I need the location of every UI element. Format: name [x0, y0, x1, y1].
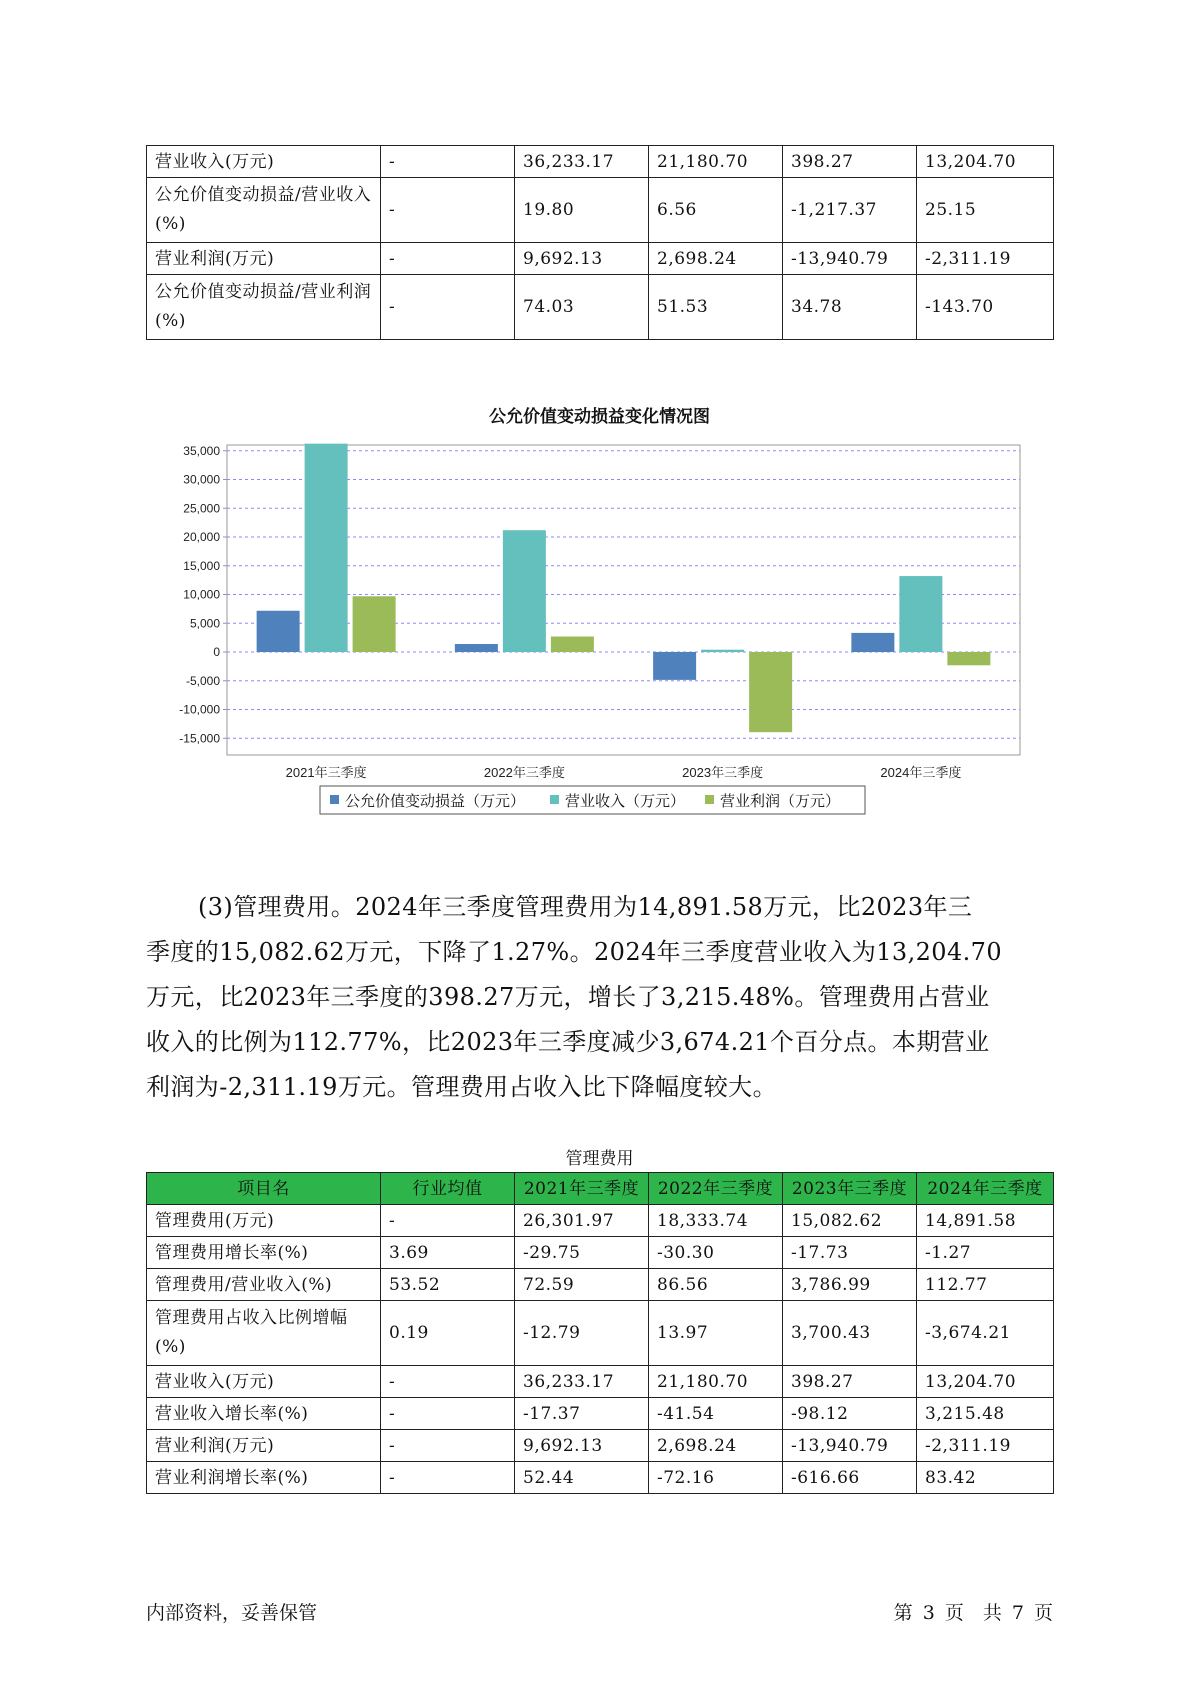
y-tick-label: 25,000: [183, 501, 220, 516]
bar: [455, 644, 498, 652]
legend-swatch: [705, 795, 714, 804]
management-expense-table: [146, 1172, 1054, 1494]
top-data-table: [146, 145, 1054, 340]
table-cell: 51.53: [649, 275, 783, 340]
table-cell: 15,082.62: [783, 1205, 917, 1237]
row-label: 营业利润(万元): [147, 1430, 381, 1462]
analysis-paragraph: [146, 885, 1053, 1110]
table-cell: -2,311.19: [917, 1430, 1054, 1462]
y-tick-label: 30,000: [183, 472, 220, 487]
bar: [353, 596, 396, 652]
table-cell: 21,180.70: [649, 146, 783, 178]
column-header: 2024年三季度: [917, 1173, 1054, 1205]
column-header: 2022年三季度: [649, 1173, 783, 1205]
table-row: [147, 178, 1054, 243]
table-cell: 19.80: [515, 178, 649, 243]
table-cell: 36,233.17: [515, 1366, 649, 1398]
table-cell: 83.42: [917, 1462, 1054, 1494]
table-cell: -: [381, 275, 515, 340]
table-cell: -29.75: [515, 1237, 649, 1269]
table-row: [147, 1205, 1054, 1237]
table-row: [147, 1398, 1054, 1430]
row-label: 营业收入(万元): [147, 1366, 381, 1398]
footer-page-number: 第 3 页 共 7 页: [893, 1602, 1053, 1624]
column-header: 行业均值: [381, 1173, 515, 1205]
table-cell: 36,233.17: [515, 146, 649, 178]
bar: [749, 652, 792, 732]
table-cell: -: [381, 1430, 515, 1462]
table-cell: -1,217.37: [783, 178, 917, 243]
table-cell: -72.16: [649, 1462, 783, 1494]
table-cell: -: [381, 243, 515, 275]
table-row: [147, 1462, 1054, 1494]
table-cell: -: [381, 178, 515, 243]
x-tick-label: 2023年三季度: [682, 765, 764, 780]
table-cell: 2,698.24: [649, 243, 783, 275]
table-cell: -: [381, 1205, 515, 1237]
table-cell: 6.56: [649, 178, 783, 243]
y-tick-label: -15,000: [179, 731, 220, 746]
row-label: 管理费用占收入比例增幅(%): [147, 1301, 381, 1366]
column-header: 项目名: [147, 1173, 381, 1205]
table-cell: 34.78: [783, 275, 917, 340]
bar: [899, 576, 942, 652]
legend-swatch: [330, 795, 339, 804]
y-tick-label: -5,000: [185, 673, 220, 688]
table-cell: 18,333.74: [649, 1205, 783, 1237]
paragraph-line: 利润为-2,311.19万元。管理费用占收入比下降幅度较大。: [146, 1073, 777, 1101]
row-label: 营业收入增长率(%): [147, 1398, 381, 1430]
bar: [947, 652, 990, 665]
x-tick-label: 2022年三季度: [483, 765, 565, 780]
table-cell: -3,674.21: [917, 1301, 1054, 1366]
x-tick-label: 2021年三季度: [285, 765, 367, 780]
table-cell: -616.66: [783, 1462, 917, 1494]
table-cell: 52.44: [515, 1462, 649, 1494]
chart-title: 公允价值变动损益变化情况图: [489, 407, 710, 427]
table-cell: 3,215.48: [917, 1398, 1054, 1430]
table-cell: 13.97: [649, 1301, 783, 1366]
table-cell: 13,204.70: [917, 1366, 1054, 1398]
row-label: 公允价值变动损益/营业利润(%): [147, 275, 381, 340]
paragraph-line: 万元，比2023年三季度的398.27万元，增长了3,215.48%。管理费用占营业: [146, 983, 990, 1011]
table-cell: -98.12: [783, 1398, 917, 1430]
table-cell: -13,940.79: [783, 243, 917, 275]
table-cell: 26,301.97: [515, 1205, 649, 1237]
table-row: [147, 1269, 1054, 1301]
bar: [551, 636, 594, 652]
table-cell: 72.59: [515, 1269, 649, 1301]
legend-label: 公允价值变动损益（万元）: [345, 792, 526, 810]
paragraph-line: 季度的15,082.62万元，下降了1.27%。2024年三季度营业收入为13,204.70: [146, 938, 1003, 966]
table-cell: -12.79: [515, 1301, 649, 1366]
table-cell: 3,700.43: [783, 1301, 917, 1366]
table-cell: -41.54: [649, 1398, 783, 1430]
table-cell: -2,311.19: [917, 243, 1054, 275]
table-cell: -: [381, 1366, 515, 1398]
x-tick-label: 2024年三季度: [880, 765, 962, 780]
table-cell: 21,180.70: [649, 1366, 783, 1398]
table-cell: 3.69: [381, 1237, 515, 1269]
y-tick-label: 20,000: [183, 530, 220, 544]
table-cell: 9,692.13: [515, 243, 649, 275]
table-cell: 25.15: [917, 178, 1054, 243]
table-row: [147, 1237, 1054, 1269]
table-cell: 0.19: [381, 1301, 515, 1366]
y-tick-label: 15,000: [183, 558, 220, 573]
y-tick-label: 35,000: [183, 443, 220, 458]
table-cell: 398.27: [783, 1366, 917, 1398]
y-tick-label: -10,000: [179, 702, 220, 717]
y-tick-label: 10,000: [183, 587, 220, 602]
y-tick-label: 0: [213, 645, 220, 659]
table-cell: 53.52: [381, 1269, 515, 1301]
bar: [503, 530, 546, 652]
paragraph-line: 收入的比例为112.77%，比2023年三季度减少3,674.21个百分点。本期营业: [146, 1028, 990, 1056]
table-cell: -: [381, 1462, 515, 1494]
table-cell: -30.30: [649, 1237, 783, 1269]
table-cell: 86.56: [649, 1269, 783, 1301]
bar: [257, 611, 300, 652]
row-label: 管理费用/营业收入(%): [147, 1269, 381, 1301]
table-cell: -17.73: [783, 1237, 917, 1269]
table-cell: 9,692.13: [515, 1430, 649, 1462]
table-cell: 14,891.58: [917, 1205, 1054, 1237]
row-label: 管理费用(万元): [147, 1205, 381, 1237]
row-label: 营业利润(万元): [147, 243, 381, 275]
table-cell: 74.03: [515, 275, 649, 340]
table-cell: -1.27: [917, 1237, 1054, 1269]
table-cell: -: [381, 146, 515, 178]
column-header: 2023年三季度: [783, 1173, 917, 1205]
table-row: [147, 1366, 1054, 1398]
legend-swatch: [550, 795, 559, 804]
bar: [851, 633, 894, 652]
bar-chart: [160, 435, 1040, 840]
paragraph-line: (3)管理费用。2024年三季度管理费用为14,891.58万元，比2023年三: [198, 893, 973, 921]
table-cell: 398.27: [783, 146, 917, 178]
table-cell: -17.37: [515, 1398, 649, 1430]
table-row: [147, 146, 1054, 178]
bar: [653, 652, 696, 680]
table-cell: -143.70: [917, 275, 1054, 340]
table-row: [147, 275, 1054, 340]
bar: [305, 444, 348, 652]
table-cell: 2,698.24: [649, 1430, 783, 1462]
footer-confidential-note: 内部资料，妥善保管: [146, 1602, 318, 1624]
row-label: 管理费用增长率(%): [147, 1237, 381, 1269]
table-cell: 112.77: [917, 1269, 1054, 1301]
bar: [701, 650, 744, 652]
table-cell: 3,786.99: [783, 1269, 917, 1301]
table-row: [147, 243, 1054, 275]
row-label: 营业利润增长率(%): [147, 1462, 381, 1494]
legend-label: 营业收入（万元）: [565, 792, 686, 810]
column-header: 2021年三季度: [515, 1173, 649, 1205]
y-tick-label: 5,000: [189, 616, 220, 631]
table-row: [147, 1430, 1054, 1462]
table-caption: 管理费用: [565, 1149, 634, 1169]
row-label: 公允价值变动损益/营业收入(%): [147, 178, 381, 243]
table-header-row: [147, 1173, 1054, 1205]
table-row: [147, 1301, 1054, 1366]
legend-label: 营业利润（万元）: [720, 792, 841, 810]
table-cell: -13,940.79: [783, 1430, 917, 1462]
table-cell: 13,204.70: [917, 146, 1054, 178]
table-cell: -: [381, 1398, 515, 1430]
row-label: 营业收入(万元): [147, 146, 381, 178]
